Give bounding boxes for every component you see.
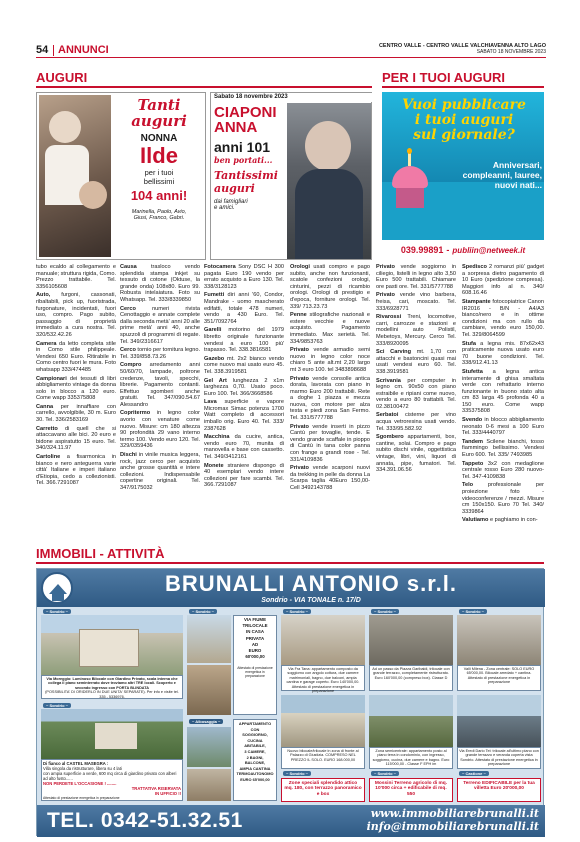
page-number: 54 [36, 44, 49, 56]
brunalli-header [37, 569, 545, 607]
auguri2-date: Sabato 18 novembre 2023 [214, 94, 288, 100]
listing-card-albosaggia[interactable] [233, 719, 277, 801]
classified-ad [36, 341, 116, 374]
classified-ad [376, 434, 456, 474]
photo-via-fiume-interior [187, 665, 231, 715]
auguri1-line3: NONNA [140, 133, 178, 144]
listing-card-valli-milena[interactable] [457, 665, 541, 691]
photo-garibaldi [369, 615, 453, 665]
classified-ad-keyword: Tandem [462, 438, 484, 445]
classified-ad-keyword: Camera [36, 340, 57, 347]
classified-ad-text: dei tessuti di libri abbigliamento vintage da donna solo in blocco a 120 euro. Come wapp 335375808 [36, 375, 116, 402]
location-tag-albosaggia: ~ Albosaggia ~ [189, 719, 223, 724]
classified-ad-text: superficie e vapore Micromax Simac potenza 1700 Watt completo di accessori imballo orig. Euro 40. Tel. 333/ 2387628 [204, 399, 284, 432]
promo-title1: Vuoi pubblicare [402, 97, 526, 113]
classified-ad-keyword: Compro [120, 362, 142, 369]
classified-ad-text: mt. 1,70 con attacchi e bastoncini quasi mai usati vendesi euro 60. Tel. 338.3919581 [376, 349, 456, 375]
location-tag-sondrio-7: ~ Sondrio ~ [283, 771, 311, 776]
classified-ad [204, 399, 284, 432]
alb-line11: EURO 65'000,00 [240, 776, 270, 782]
via-fiume-line4: PRIVATA [245, 635, 265, 641]
listing-masegra-body: Villa singola da ristrutturare, libera su 4 lati [43, 766, 122, 771]
classified-ad-keyword: Scrivania [376, 377, 401, 384]
photo-anna [287, 103, 371, 259]
listing-red-mossini[interactable] [369, 778, 453, 802]
via-fiume-line7: 60'000,00 [245, 654, 265, 660]
classified-ad [290, 312, 370, 345]
classified-ad-text: a fisarmonica in bianco e nero anteguerra varie città' Italiane e imperi italiano d'Etiopia, cedo a collezionisti. Tel. 366.7291087 [36, 454, 116, 487]
listing-masegra-cta: TRATTATIVA RISERVATA IN UFFICIO !! [131, 786, 181, 796]
classified-ad-text: furgoni, cassonati, ribaltabili, pick up, fuoristrada, furgonature, incidentati, fuori uso, compro. Pago subito, passaggio di proprietà immediato a cura nostra. Tel. 320/532.42.26 [36, 292, 116, 338]
classified-ad-keyword: Cartoline [36, 454, 61, 461]
classified-ad [290, 347, 370, 373]
header-separator [53, 45, 54, 56]
listing-garibaldi-text: Ad un passo da Piazza Garibaldi, trilocale con grande terrazzo, completamente ristrutturato. Euro 160'000,00 (compreso box). Classe D [372, 667, 450, 680]
classified-ad [376, 264, 456, 290]
classified-ad-text: di quell che si attaccavano alle bici. 20 euro e bidone aspiratutto 15 euro. Tel. 340/324.11.97 [36, 425, 116, 452]
classified-ad [204, 463, 284, 489]
listing-masegra-body2: con ampia superficie a verde, 600 mq circa di giardino privato con alberi ad alto fusto...... [43, 771, 177, 781]
location-tag-sondrio-1: ~ Sondrio ~ [43, 609, 71, 614]
classified-ad-keyword: Privato [290, 375, 309, 382]
classified-ad-text: motorino del 1979 libretto originale funzionante vendesi a euro 100 più' trapasso. Tel. 338.3816581 [204, 327, 284, 354]
auguri2-age: anni 101 [214, 139, 271, 155]
classified-ad [120, 347, 200, 360]
photo-face-1 [49, 111, 81, 143]
classified-ad-keyword: Monete [204, 462, 224, 469]
listing-red-attico[interactable] [281, 778, 365, 802]
alb-line10: TERMOAUTONOMO [236, 771, 274, 777]
section-immobili [36, 546, 544, 564]
brunalli-ad [36, 568, 544, 836]
photo-eredi-dario [457, 695, 541, 747]
auguri1-line5: per i tuoi [144, 168, 174, 177]
candle-icon [408, 152, 411, 166]
classified-ad [376, 292, 456, 312]
classified-ad-text: vende soggiorno in ciliegio, listelli in legno alto 3,50 Euro 500 trattabili. Chiamare ore pasti ore. Tel. 331/5777788 [376, 264, 456, 290]
building-facade [79, 629, 139, 667]
auguri1-age: 104 anni! [130, 188, 188, 203]
cup-icon [396, 188, 424, 208]
section-auguri [36, 70, 372, 88]
classified-ad [462, 264, 544, 297]
classified-ad-keyword: Stufa [462, 340, 476, 347]
classified-ad-text: usati compro e pago subito, anche non funzionanti, scatole confezioni orologi, cinturini, pezzi di ricambio orologi. Orologi di prestigio e d'epoca, forniture orologi. Tel. 339/ 713.23.73 [290, 264, 370, 310]
section-label: ANNUNCI [58, 44, 109, 56]
classified-ad [462, 417, 544, 437]
alb-line5: ABITABILE, [244, 743, 266, 749]
classified-ad-keyword: Garelli [204, 327, 222, 334]
publication-date: SABATO 18 NOVEMBRE 2023 [476, 48, 546, 55]
classified-ad-text: 2 romanzi più' gadget a sorpresa dietro pagamento di 10 Euro (spedizione compresa). Maggiori info al n. 340/ 608.16.46 [462, 264, 544, 297]
classified-column-1 [36, 264, 116, 554]
via-fiume-line1: VIA FIUME [243, 617, 267, 622]
classified-ad-text: stilografiche nazionali e estere vecchie e nuove acquisto. Pagamento immediato. Max serietà. Tel. 334/9853763 [290, 312, 370, 345]
photo-semicentrale [369, 695, 453, 747]
classified-ad-text: da letto completa stile in Como stile philippeale. Vendesi 650 Euro. Ritirabile in Como centro fuori le mura. Foto whatsapp 333/474485 [36, 340, 116, 373]
via-fiume-line2: TRILOCALE [242, 623, 268, 629]
classified-column-5 [376, 264, 456, 554]
classified-ad [462, 439, 544, 459]
classified-ad-keyword: Sgombero [376, 434, 404, 441]
photo-villa-masegra [41, 709, 183, 759]
classified-ad [36, 404, 116, 424]
classified-ad-keyword: Fotocamera [204, 264, 236, 270]
photo-valli-milena [457, 615, 541, 665]
classified-ad-text: fotocopiatrice Canon IR2016 - B/N - A4/A3 bianco/nero e in ottime condizioni ma con rullo da cambiare, vendo euro 150,00. Tel. 329/8064599 [462, 298, 544, 338]
classified-ad-text: da cucire, antica, vendo euro 70, munita di manovella e base con cassetto. Tel. 349/3412161 [204, 434, 284, 461]
classified-ad-text: vende armadio semi nuovo in legno color noce chiaro 5 ante alt.mt 2,20 largo mt 3 euro 100. tel 3483898688 [290, 347, 370, 373]
classified-ad [36, 292, 116, 338]
listing-card-fra-tana[interactable] [281, 665, 365, 694]
photo-anna-face [305, 121, 351, 171]
listing-card-masegra[interactable] [41, 759, 183, 801]
classified-ad-text: a legna antica interamente di ghisa smaltata verde con refrattario interno funzionante in buono stato alta cm 83 larga 45 profonda 40 a 150 euro. Come wapp 335375808 [462, 368, 544, 415]
auguri1-line1: Tanti [137, 96, 181, 114]
section-per-title: PER I TUOI AUGURI [382, 70, 506, 85]
alb-line9: AMPIA CANTINA [239, 765, 271, 771]
classified-ad [120, 452, 200, 492]
alb-line6: 3 CAMERE, [244, 748, 266, 754]
promo-phone[interactable]: 039.99891 [400, 245, 444, 255]
listing-eredi-dario-text: Via Eredi Dario Tel: trilocale all'ultimo piano con grande terrazzo e veranda coperta vista Sondrio. Attestato di prestazione energetica in preparazione [459, 749, 539, 767]
classified-ad-text: vende consolle antica dorata, lavorata con piano in marmo Euro 200 trattabili. Rete a doghe 1 piazza e mezza nuova, con motore per alza testa e piedi zona San Fermo. Tel. 331/5777788 [290, 375, 370, 422]
via-fiume-line3: IN CASA [245, 629, 265, 635]
classified-ad-text: professionale per proiezione foto - videoconferenze / mezzi. Misure cm 150x150. Euro 70 Tel. 340/ 3339864 [462, 482, 544, 515]
page-header [36, 44, 546, 58]
brunalli-phone[interactable]: TEL. 0342-51.32.51 [47, 809, 243, 832]
listing-giustizia-text: Nuovo bilocale/trilocale in zona di fronte al Palazzo di Giustizia. COMPRESO NEL PREZZO IL SOLO. EURO 168.000,00 [287, 749, 359, 762]
classified-ad-keyword: Stampante [462, 298, 491, 305]
listing-masegra-ape: Attestato di prestazione energetica in preparazione [43, 796, 120, 800]
classified-ad [376, 314, 456, 347]
classified-ad [376, 349, 456, 375]
photo-albosaggia-2 [187, 769, 231, 801]
classified-ad-text: Treni, locomotive, carri, carrozze e stazioni e modellini auto Polistil, Mebetoys, Mercury. Cerco Tel. 333/8920095 [376, 314, 456, 347]
classified-ad-text: cisterne per vino acqua vetroresina usati vendo. Tel. 333/95.582.92 [376, 412, 456, 432]
brunalli-logo-icon [41, 572, 73, 604]
classified-ad-text: tubo ecaldo al collegamento e manuale; struttura rigida, Como. Prezzo trattabile. Tel. 3356105608 [36, 264, 116, 290]
classified-ad-keyword: Privato [376, 292, 395, 299]
auguri1-signature1: Marinella, Paolo, Avio, [131, 209, 187, 215]
classified-ad-keyword: Valutiamo [462, 517, 489, 524]
classified-ad-keyword: Privato [290, 423, 309, 430]
auguri1-name: Ilde [140, 143, 178, 168]
promo-contact-bar: 039.99891 - publiin@netweek.it [382, 240, 544, 260]
classified-ad-text: numeri rivista Cenottaggio e annate complete dalla seconda metà' anni 20 alle prime metà' anni 40, anche spuzzoli di programmi di regate. Tel. 349/2316617 [120, 305, 200, 345]
classified-ad-keyword: Privato [290, 465, 309, 472]
auguri2-line4: ben portati... [214, 155, 273, 165]
classified-ad-keyword: Gel Art [204, 377, 227, 384]
classified-ad-text: in legno color avorio con venature come nuovo. Misure: cm 180 altezza 90 profondità 29 vano interno termo 100. Vendo euro 120. Tel. 329/0359436 [120, 410, 200, 450]
classified-ad [204, 327, 284, 353]
classified-ad-keyword: Stufetta [462, 368, 483, 375]
location-tag-castione: ~ Castione ~ [459, 771, 489, 776]
auguri1-line6: bellissimi [143, 177, 175, 186]
classified-ad-keyword: Cerco [120, 347, 136, 354]
promo-sub3: nuovi nati... [494, 180, 542, 190]
classified-ad [36, 454, 116, 487]
photo-pope-and-grandma [39, 95, 111, 257]
alb-line1: APPARTAMENTO [238, 721, 272, 726]
promo-sub1: Anniversari, [492, 160, 542, 170]
via-fiume-ape: Attestato di prestazione energetica in preparazione [237, 666, 273, 679]
auguri2-line8: e amici. [214, 205, 235, 211]
via-fiume-line5: AD [251, 641, 259, 647]
classified-ad-text: in vinile musica leggera, rock, jazz cerco per acquisto anche grosse quantità e intere collezioni. Indispensabile copertine originali. Tel. 347/9175032 [120, 452, 200, 491]
location-tag-sondrio-3: ~ Sondrio ~ [189, 609, 217, 614]
classified-ad [462, 369, 544, 415]
brunalli-subtitle: Sondrio - VIA TONALE n. 17/D [261, 597, 361, 604]
classified-ad [204, 378, 284, 398]
classified-ad-keyword: Telo [462, 482, 474, 489]
location-tag-sondrio-5: ~ Sondrio ~ [371, 609, 399, 614]
alb-line7: 2 BAGNI, [246, 754, 264, 760]
classified-ad [376, 378, 456, 411]
classified-ad-text: a legna mis. 87x62x43 praticamente nuova usato euro 70 buone condizioni. Tel. 338/912.41.13 [462, 340, 544, 367]
auguri2-text [214, 105, 286, 211]
classified-ad-keyword: Serbatoi [376, 412, 399, 419]
classified-ad [204, 264, 284, 290]
section-auguri-title: AUGURI [36, 70, 88, 85]
classified-ad-text: appartamenti, box, cantine, solai. Compro e pago subito dischi vinile, oggettistica vintage, libri, vini, liquori di annata, pipe, fumatori. Tel. 334.391.06.56 [376, 434, 456, 474]
via-fiume-line6: EURO [248, 648, 262, 654]
classified-ad-text: lunghezza 2 x1m larghezza 0,70. Usato poco. Euro 100. Tel. 366/3668586 [204, 377, 284, 397]
classified-ad-keyword: Macchina [204, 434, 230, 441]
classified-ad [204, 292, 284, 325]
classified-ad [120, 362, 200, 408]
listing-valli-milena-text: Valli Milena - Zona centrale: SOLO EURO 65'000,00. Bilocale arredato + cantina. Attestato di prestazione energetica in preparazione [463, 667, 535, 685]
classified-ad-keyword: Campionari [36, 375, 67, 382]
frosting-icon [392, 166, 428, 188]
listing-masegra-foot: NON PERDETE L'OCCASIONE ! ........ [43, 781, 117, 786]
classified-ad-text: vende scarponi nuovi da trekking in pelle da donna La Scarpa taglia 40Euro 150,00- Cell 3492143788 [290, 465, 370, 491]
auguri2-name2: ANNA [214, 119, 258, 136]
section-immobili-title: IMMOBILI - ATTIVITÀ [36, 546, 165, 561]
classified-ad [462, 461, 544, 481]
auguri2-name1: CIAPONI [214, 104, 277, 121]
auguri2-line7: dai famigliari [214, 199, 248, 205]
classified-ad-keyword: Fumetti [204, 292, 225, 299]
listing-moreggio-sub: (POSSIBILITA' DI ORIDERLO IN DUE UNITA' SEPARATE). Per info e visite tel. 335 - 5336976. [45, 690, 179, 699]
classified-ad-text: arredamento anni 50/60/70, lampade, poltrone credenze, tavoli, specchi, librerie. Pagamento contanti. Effettuo sgomberi anche gratuiti. Tel. 347/090.54.67 Alessandro [120, 362, 200, 408]
classified-ad-text: Scilene bianchi, tosso fiammingo bellissimo. Vendesi Euro 600. Tel. 335/ 7493985 [462, 438, 544, 459]
logo-house-icon [52, 593, 64, 601]
auguri1-line2: auguri [131, 112, 187, 130]
promo-title [386, 98, 542, 143]
photo-building-moreggio [41, 615, 183, 675]
photo-anna-body [295, 169, 363, 259]
classified-ad-keyword: Penne [290, 312, 307, 319]
classified-ad-text: diri anni '60, Condor, Mandrake - uomo mascherato edifatti, totale 478 numeri, vendo a 430 Euro. Tel. 351/7092764 [204, 292, 284, 325]
brunalli-web[interactable]: www.immobiliarebrunalli.it [370, 807, 539, 820]
listing-red-terreno[interactable] [457, 778, 541, 802]
classified-ad-keyword: Canna [36, 403, 54, 410]
classified-ad [36, 426, 116, 452]
location-tag-sondrio-2: ~ Sondrio ~ [43, 703, 71, 708]
listing-semicentrale-text: Zona semicentrale: appartamento posto al piano terra in condominio, con ingresso, soggiorno, cucina, due camere e bagno. Euro 115'000,00 - Classe F EPH im [372, 749, 450, 767]
classified-ad-keyword: Causa [120, 264, 137, 270]
classified-ad-keyword: Auto, [36, 292, 51, 299]
classified-ad-keyword: Rivarossi [376, 314, 402, 321]
classified-ad-text: vende vino barbera, freisa, cari, moscato. Tel. 333/6928771 [376, 292, 456, 312]
classified-ad [36, 264, 116, 290]
listing-terreno-text: Terreno EDIFICABILE per la tua villetta Euro 20'000,00 [463, 781, 535, 792]
classified-column-3 [204, 264, 284, 554]
listing-attico-text: Zone speciali splendido attico mq. 180, con terrazzo panoramico e box [284, 781, 362, 797]
photo-via-fiume [187, 615, 231, 663]
classified-ad [376, 412, 456, 432]
promo-sub2: compleanni, lauree, [462, 170, 542, 180]
villa-facade [95, 723, 137, 749]
location-tag-sondrio-4: ~ Sondrio ~ [283, 609, 311, 614]
listing-moreggio-title: Via Moreggio: Luminoso Bilocale con Giardino Privato, scala interna che collega il piano seminterrato dove troviamo altri TRE locali. Scoperto e secondo ingresso con PORTA BLINDATA [46, 677, 178, 690]
classified-ad-keyword: Dischi [120, 452, 137, 459]
brunalli-email[interactable]: info@immobiliarebrunalli.it [366, 820, 539, 833]
photo-fra-tana [281, 615, 365, 665]
listing-card-giustizia[interactable] [281, 747, 365, 769]
classified-ad [120, 306, 200, 346]
classified-ad-text: mt. 2x2 bianco vendo come nuovo mai usato euro 45. Tel. 338.3919581 [204, 355, 284, 375]
classified-ad-keyword: Spedisco [462, 264, 487, 270]
listing-card-moreggio[interactable] [41, 675, 183, 699]
alb-line3: SOGGIORNO, [242, 732, 268, 738]
classified-ad-keyword: Tappeto [462, 460, 484, 467]
classified-column-4 [290, 264, 370, 554]
classified-ad-keyword: Orologi [290, 264, 310, 270]
location-tag-sondrio-6: ~ Sondrio ~ [459, 609, 487, 614]
classified-ad-keyword: Copritermo [120, 410, 151, 417]
auguri2-date-bar [211, 93, 373, 102]
classified-column-6 [462, 264, 544, 554]
classified-ad-keyword: Sci Carving [376, 349, 411, 356]
classified-ad-keyword: Privato [376, 264, 395, 270]
classified-ad-text: in blocco abbigliamento neonato 0-6 mesi a 100 Euro Tel. 333/4440797 [462, 417, 544, 437]
classified-ad [290, 465, 370, 491]
classified-ad-keyword: Carretto [36, 425, 58, 432]
classified-ad-text: per innaffiare con carrello, avvolgibile, 30 m. Euro 30. Tel. 336/2583169 [36, 403, 116, 424]
alb-line4: CUCINA [247, 737, 263, 743]
publication-name: CENTRO VALLE - CENTRO VALLE VALCHIAVENNA ALTO LAGO [378, 43, 546, 49]
classified-ad [462, 517, 544, 524]
alb-line8: BALCONE, [244, 760, 266, 766]
brunalli-title: BRUNALLI ANTONIO s.r.l. [165, 571, 457, 596]
promo-email[interactable]: publiin@netweek.it [452, 245, 526, 255]
auguri-ad-ilde [36, 92, 206, 260]
classified-ad [462, 299, 544, 339]
classified-ad-text: e paghiamo in con- [488, 517, 538, 524]
location-tag-sondrio-8: ~ Sondrio ~ [371, 771, 399, 776]
classified-ad-text: trasloco vendo splendida stampa inkjet su tessuto di cotone (Oktuse, la grande onda) 108x80. Euro 99. Robusta intelaiatura. Foto su Whatsapp. Tel. 333/8339850 [120, 264, 200, 303]
auguri-ad-anna [210, 92, 372, 260]
photo-albosaggia-1 [187, 727, 231, 767]
classified-ad-text: straniere dispongo di 40 esemplari vendo intere collezioni per fare scambi. Tel. 366.7291087 [204, 462, 284, 489]
classified-ad-text: 3x2 con medaglione centrale rosso Euro 280 nuovo- Tel. 347-4109838 [462, 460, 544, 480]
classified-ad [120, 264, 200, 304]
listing-fra-tana-text: Via Fra Tana: appartamento composto da soggiorno con angolo cottura, due camere matrimoniali, bagno, due balconi, ampia cantina e garage coperto. Euro 140'000,00. Attestato di prestazione energetica in preparazione [286, 667, 360, 694]
classified-ad [290, 264, 370, 310]
classified-ad-text: Sony DSC H 300 pagata Euro 190 vendo per errato acquisto a Euro 130. Tel. 338/3128123 [204, 264, 284, 290]
listing-card-garibaldi[interactable] [369, 665, 453, 691]
promo-auguri-ad [382, 92, 544, 260]
classified-ad [36, 376, 116, 402]
header-publication [379, 44, 546, 55]
listing-card-via-fiume[interactable] [233, 615, 277, 715]
classified-column-2 [120, 264, 200, 554]
classified-ad [290, 376, 370, 422]
listing-card-semicentrale[interactable] [369, 747, 453, 769]
classified-ad [204, 356, 284, 376]
section-per-i-tuoi-auguri [382, 70, 544, 88]
classified-ad [204, 434, 284, 460]
classified-ad [462, 482, 544, 515]
classified-ad-keyword: Privato [290, 347, 309, 354]
promo-subtitle [434, 160, 542, 190]
brunalli-contacts [367, 807, 539, 833]
classified-ad-keyword: Lava [204, 399, 217, 406]
classified-ad [290, 424, 370, 464]
flame-icon [407, 148, 412, 154]
listing-mossini-text: Mossini Terreno agricolo di mq. 10'000 circa + edificabile di mq. 550 [374, 781, 448, 797]
classified-ad [462, 341, 544, 367]
listing-masegra-title: Di fianco al CASTEL MASEGRA : [43, 761, 109, 766]
photo-face-2 [79, 181, 107, 209]
photo-giustizia [281, 695, 365, 747]
auguri2-line6: auguri [214, 182, 255, 195]
cupcake-icon [388, 152, 432, 218]
promo-title3: sul giornale? [413, 127, 515, 143]
classified-ad-text: tornio per tornitura legno. Tel. 339/858.73.26 [120, 347, 200, 360]
brunalli-footer [37, 805, 545, 837]
classified-ad-keyword: Cerco [120, 305, 136, 312]
classified-ad-text: vende inserti in pizzo Cantù per tovaglie, tende. E vendo grande scaffale in pioppo di Cantù in tana color panna con frange a grandi rose - Tel. 331/4109836 [290, 423, 370, 463]
alb-line2: CON [250, 726, 260, 732]
auguri1-text [113, 97, 205, 221]
auguri2-line5: Tantissimi [214, 169, 278, 182]
listing-card-eredi-dario[interactable] [457, 747, 541, 769]
classified-ad-text: per computer in legno cm. 90x50 con piano estraibile e ripiani come nuovo, vendo a euro 80 trattabili. Tel. 02.38100472 [376, 377, 456, 410]
auguri1-signature2: Giusi, Franco, Gabri. [133, 215, 185, 221]
classified-ad [120, 410, 200, 450]
promo-title2: i tuoi auguri [414, 112, 514, 128]
classified-ad-keyword: Gazebo [204, 355, 225, 362]
classified-ad-keyword: Svendo [462, 417, 483, 424]
